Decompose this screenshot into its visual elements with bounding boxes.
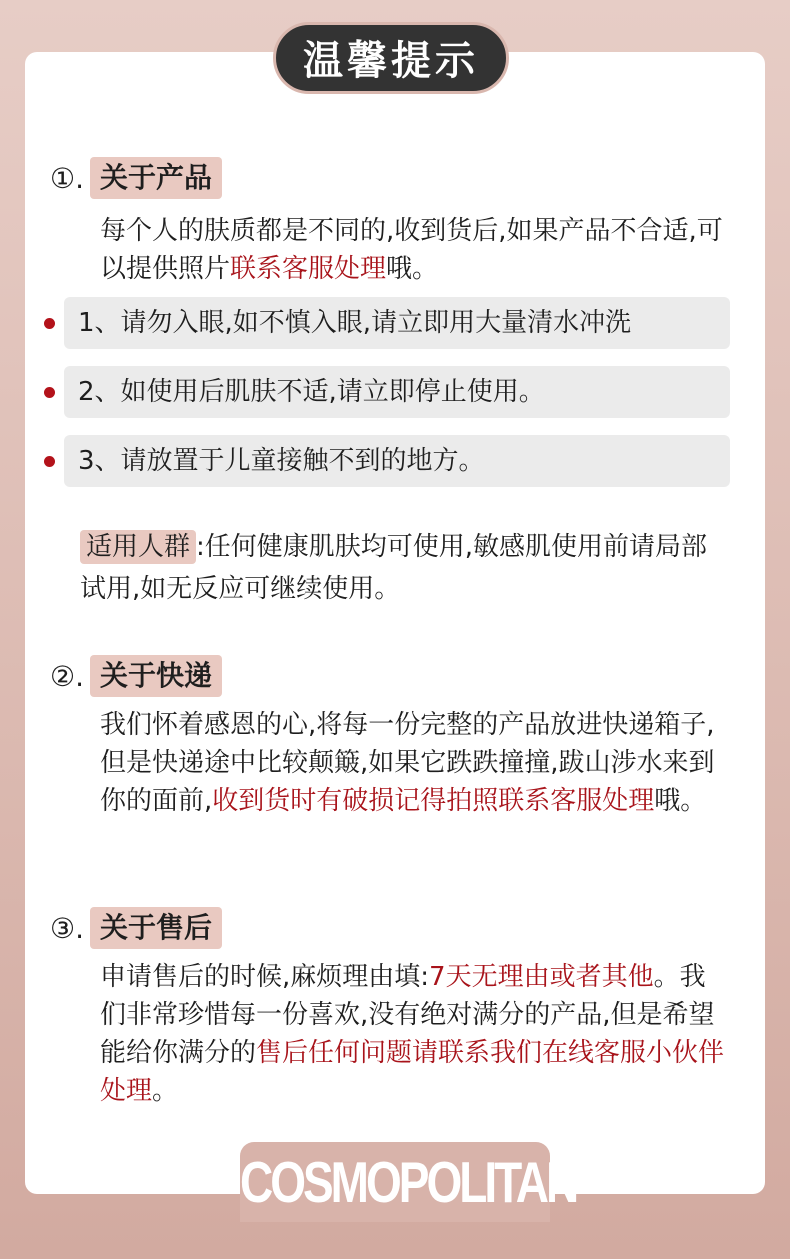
warning-text: 1、请勿入眼,如不慎入眼,请立即用大量清水冲洗 bbox=[64, 297, 730, 349]
text-normal: 我们怀着感恩的心,将每一份完整的产品放进快递箱子,但是快递途中比较颠簸,如果它跌跌撞撞,跋山涉水来到你的面前, bbox=[100, 710, 715, 816]
section-heading: 关于产品 bbox=[90, 157, 222, 199]
text-highlight: 7天无理由或者其他 bbox=[429, 962, 654, 992]
section-number: ①. bbox=[50, 161, 85, 195]
section-product-header bbox=[50, 157, 222, 199]
text-normal: 哦。 bbox=[654, 786, 707, 816]
warning-item bbox=[40, 297, 730, 349]
bullet-dot-icon bbox=[44, 387, 55, 398]
section-number: ②. bbox=[50, 659, 85, 693]
section-shipping-text bbox=[100, 706, 730, 820]
warning-text: 3、请放置于儿童接触不到的地方。 bbox=[64, 435, 730, 487]
text-normal: 每个人的肤质都是不同的,收到货后,如果产品不合适,可以提供照片 bbox=[100, 216, 723, 284]
audience-text: :任何健康肌肤均可使用,敏感肌使用前请局部试用,如无反应可继续使用。 bbox=[80, 532, 708, 604]
audience-note bbox=[80, 526, 730, 610]
section-shipping-header bbox=[50, 655, 222, 697]
text-highlight: 收到货时有破损记得拍照联系客服处理 bbox=[212, 786, 655, 816]
warning-item bbox=[40, 435, 730, 487]
warning-item bbox=[40, 366, 730, 418]
section-product-text bbox=[100, 212, 730, 288]
section-aftersales-text bbox=[100, 958, 730, 1110]
section-aftersales-header bbox=[50, 907, 222, 949]
text-highlight: 联系客服处理 bbox=[230, 254, 387, 284]
text-normal: 哦。 bbox=[386, 254, 439, 284]
page-title: 温馨提示 bbox=[273, 22, 509, 94]
bullet-dot-icon bbox=[44, 318, 55, 329]
section-number: ③. bbox=[50, 911, 85, 945]
section-heading: 关于售后 bbox=[90, 907, 222, 949]
audience-label: 适用人群 bbox=[80, 530, 196, 564]
text-normal: 。我们非常珍惜每一份喜欢,没有绝对满分的产品,但是希望能给你满分的 bbox=[100, 962, 715, 1068]
text-normal: 。 bbox=[152, 1076, 179, 1106]
warning-text: 2、如使用后肌肤不适,请立即停止使用。 bbox=[64, 366, 730, 418]
bullet-dot-icon bbox=[44, 456, 55, 467]
brand-logo: COSMOPOLITAN bbox=[240, 1149, 577, 1215]
text-highlight: 售后任何问题请联系我们在线客服小伙伴处理 bbox=[100, 1038, 725, 1106]
section-heading: 关于快递 bbox=[90, 655, 222, 697]
text-normal: 申请售后的时候,麻烦理由填: bbox=[100, 962, 430, 992]
